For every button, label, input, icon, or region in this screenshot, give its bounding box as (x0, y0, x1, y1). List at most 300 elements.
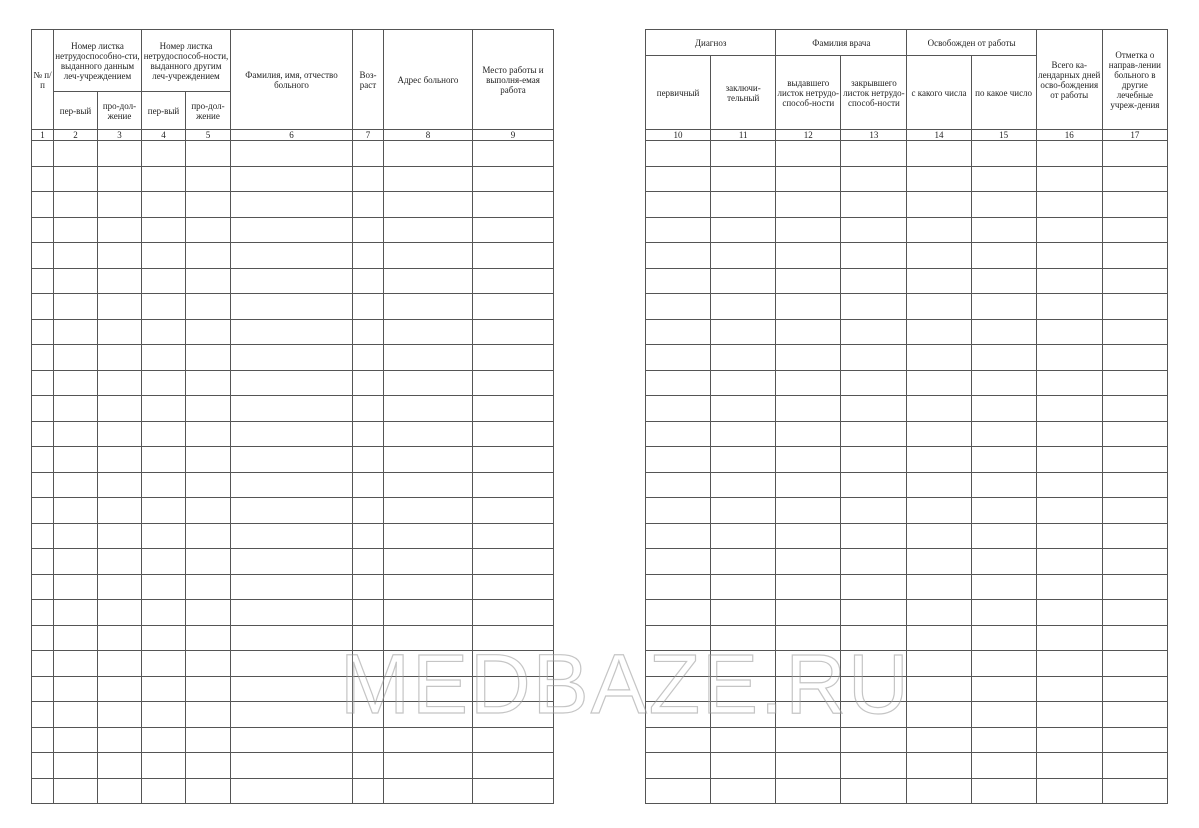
table-cell[interactable] (907, 166, 971, 192)
table-cell[interactable] (54, 370, 98, 396)
table-cell[interactable] (841, 498, 907, 524)
table-cell[interactable] (473, 778, 554, 804)
table-cell[interactable] (907, 753, 971, 779)
table-cell[interactable] (646, 447, 711, 473)
table-cell[interactable] (1102, 192, 1167, 218)
table-cell[interactable] (711, 217, 776, 243)
table-cell[interactable] (54, 600, 98, 626)
table-cell[interactable] (54, 192, 98, 218)
table-cell[interactable] (473, 753, 554, 779)
table-cell[interactable] (98, 192, 142, 218)
table-cell[interactable] (384, 370, 473, 396)
table-cell[interactable] (384, 421, 473, 447)
table-cell[interactable] (353, 370, 384, 396)
table-cell[interactable] (384, 498, 473, 524)
table-cell[interactable] (1036, 396, 1102, 422)
table-cell[interactable] (1102, 396, 1167, 422)
table-cell[interactable] (776, 778, 841, 804)
table-cell[interactable] (841, 625, 907, 651)
table-cell[interactable] (353, 192, 384, 218)
table-cell[interactable] (776, 549, 841, 575)
table-cell[interactable] (98, 574, 142, 600)
table-cell[interactable] (32, 702, 54, 728)
table-cell[interactable] (473, 472, 554, 498)
table-cell[interactable] (32, 778, 54, 804)
table-cell[interactable] (971, 421, 1036, 447)
table-cell[interactable] (646, 600, 711, 626)
table-cell[interactable] (384, 753, 473, 779)
table-cell[interactable] (1102, 676, 1167, 702)
table-cell[interactable] (98, 243, 142, 269)
table-cell[interactable] (98, 778, 142, 804)
table-cell[interactable] (907, 523, 971, 549)
table-cell[interactable] (98, 345, 142, 371)
table-cell[interactable] (353, 778, 384, 804)
table-cell[interactable] (1036, 778, 1102, 804)
table-cell[interactable] (1036, 702, 1102, 728)
table-cell[interactable] (142, 651, 186, 677)
table-cell[interactable] (776, 447, 841, 473)
table-cell[interactable] (1102, 268, 1167, 294)
table-cell[interactable] (776, 523, 841, 549)
table-cell[interactable] (353, 396, 384, 422)
table-cell[interactable] (54, 574, 98, 600)
table-cell[interactable] (776, 472, 841, 498)
table-cell[interactable] (1102, 727, 1167, 753)
table-cell[interactable] (907, 549, 971, 575)
table-cell[interactable] (473, 574, 554, 600)
table-cell[interactable] (841, 217, 907, 243)
table-cell[interactable] (971, 574, 1036, 600)
table-cell[interactable] (1036, 727, 1102, 753)
table-cell[interactable] (473, 319, 554, 345)
table-cell[interactable] (1102, 370, 1167, 396)
table-cell[interactable] (841, 753, 907, 779)
table-cell[interactable] (841, 549, 907, 575)
table-cell[interactable] (98, 447, 142, 473)
table-cell[interactable] (142, 549, 186, 575)
table-cell[interactable] (841, 370, 907, 396)
table-cell[interactable] (186, 421, 231, 447)
table-cell[interactable] (711, 447, 776, 473)
table-cell[interactable] (971, 523, 1036, 549)
table-cell[interactable] (231, 574, 353, 600)
table-cell[interactable] (32, 396, 54, 422)
table-cell[interactable] (971, 192, 1036, 218)
table-cell[interactable] (384, 472, 473, 498)
table-cell[interactable] (231, 651, 353, 677)
table-cell[interactable] (646, 396, 711, 422)
table-cell[interactable] (32, 217, 54, 243)
table-cell[interactable] (32, 498, 54, 524)
table-cell[interactable] (231, 600, 353, 626)
table-cell[interactable] (1036, 549, 1102, 575)
table-cell[interactable] (776, 727, 841, 753)
table-cell[interactable] (711, 141, 776, 167)
table-cell[interactable] (186, 727, 231, 753)
table-cell[interactable] (1036, 370, 1102, 396)
table-cell[interactable] (1036, 447, 1102, 473)
table-cell[interactable] (1102, 141, 1167, 167)
table-cell[interactable] (971, 498, 1036, 524)
table-cell[interactable] (142, 523, 186, 549)
table-cell[interactable] (971, 651, 1036, 677)
table-cell[interactable] (776, 192, 841, 218)
table-cell[interactable] (1036, 600, 1102, 626)
table-cell[interactable] (231, 702, 353, 728)
table-cell[interactable] (841, 319, 907, 345)
table-cell[interactable] (1102, 294, 1167, 320)
table-cell[interactable] (907, 676, 971, 702)
table-cell[interactable] (907, 447, 971, 473)
table-cell[interactable] (186, 192, 231, 218)
table-cell[interactable] (646, 625, 711, 651)
table-cell[interactable] (1036, 523, 1102, 549)
table-cell[interactable] (186, 319, 231, 345)
table-cell[interactable] (473, 727, 554, 753)
table-cell[interactable] (776, 651, 841, 677)
table-cell[interactable] (971, 268, 1036, 294)
table-cell[interactable] (54, 625, 98, 651)
table-cell[interactable] (711, 166, 776, 192)
table-cell[interactable] (142, 396, 186, 422)
table-cell[interactable] (907, 294, 971, 320)
table-cell[interactable] (711, 294, 776, 320)
table-cell[interactable] (353, 600, 384, 626)
table-cell[interactable] (186, 243, 231, 269)
table-cell[interactable] (32, 192, 54, 218)
table-cell[interactable] (353, 141, 384, 167)
table-cell[interactable] (353, 294, 384, 320)
table-cell[interactable] (971, 217, 1036, 243)
table-cell[interactable] (142, 217, 186, 243)
table-cell[interactable] (646, 294, 711, 320)
table-cell[interactable] (841, 243, 907, 269)
table-cell[interactable] (384, 625, 473, 651)
table-cell[interactable] (473, 294, 554, 320)
table-cell[interactable] (1036, 192, 1102, 218)
table-cell[interactable] (646, 472, 711, 498)
table-cell[interactable] (353, 243, 384, 269)
table-cell[interactable] (646, 651, 711, 677)
table-cell[interactable] (776, 676, 841, 702)
table-cell[interactable] (186, 625, 231, 651)
table-cell[interactable] (353, 702, 384, 728)
table-cell[interactable] (353, 498, 384, 524)
table-cell[interactable] (384, 574, 473, 600)
table-cell[interactable] (54, 498, 98, 524)
table-cell[interactable] (231, 727, 353, 753)
table-cell[interactable] (353, 472, 384, 498)
table-cell[interactable] (186, 651, 231, 677)
table-cell[interactable] (473, 243, 554, 269)
table-cell[interactable] (384, 345, 473, 371)
table-cell[interactable] (711, 651, 776, 677)
table-cell[interactable] (1102, 753, 1167, 779)
table-cell[interactable] (907, 141, 971, 167)
table-cell[interactable] (473, 421, 554, 447)
table-cell[interactable] (98, 753, 142, 779)
table-cell[interactable] (1036, 574, 1102, 600)
table-cell[interactable] (186, 268, 231, 294)
table-cell[interactable] (907, 370, 971, 396)
table-cell[interactable] (384, 217, 473, 243)
table-cell[interactable] (54, 753, 98, 779)
table-cell[interactable] (142, 600, 186, 626)
table-cell[interactable] (186, 396, 231, 422)
table-cell[interactable] (971, 472, 1036, 498)
table-cell[interactable] (646, 141, 711, 167)
table-cell[interactable] (32, 370, 54, 396)
table-cell[interactable] (142, 574, 186, 600)
table-cell[interactable] (353, 166, 384, 192)
table-cell[interactable] (32, 141, 54, 167)
table-cell[interactable] (646, 676, 711, 702)
table-cell[interactable] (231, 523, 353, 549)
table-cell[interactable] (907, 243, 971, 269)
table-cell[interactable] (1102, 549, 1167, 575)
table-cell[interactable] (1102, 319, 1167, 345)
table-cell[interactable] (711, 498, 776, 524)
table-cell[interactable] (231, 447, 353, 473)
table-cell[interactable] (1036, 345, 1102, 371)
table-cell[interactable] (98, 498, 142, 524)
table-cell[interactable] (1102, 625, 1167, 651)
table-cell[interactable] (711, 549, 776, 575)
table-cell[interactable] (841, 294, 907, 320)
table-cell[interactable] (473, 600, 554, 626)
table-cell[interactable] (841, 396, 907, 422)
table-cell[interactable] (353, 625, 384, 651)
table-cell[interactable] (711, 268, 776, 294)
table-cell[interactable] (711, 319, 776, 345)
table-cell[interactable] (142, 319, 186, 345)
table-cell[interactable] (971, 294, 1036, 320)
table-cell[interactable] (1102, 498, 1167, 524)
table-cell[interactable] (32, 421, 54, 447)
table-cell[interactable] (98, 319, 142, 345)
table-cell[interactable] (54, 166, 98, 192)
table-cell[interactable] (907, 600, 971, 626)
table-cell[interactable] (776, 600, 841, 626)
table-cell[interactable] (98, 676, 142, 702)
table-cell[interactable] (646, 421, 711, 447)
table-cell[interactable] (54, 549, 98, 575)
table-cell[interactable] (1102, 600, 1167, 626)
table-cell[interactable] (1102, 651, 1167, 677)
table-cell[interactable] (98, 702, 142, 728)
table-cell[interactable] (473, 141, 554, 167)
table-cell[interactable] (776, 396, 841, 422)
table-cell[interactable] (711, 421, 776, 447)
table-cell[interactable] (98, 370, 142, 396)
table-cell[interactable] (231, 498, 353, 524)
table-cell[interactable] (1102, 243, 1167, 269)
table-cell[interactable] (142, 625, 186, 651)
table-cell[interactable] (98, 549, 142, 575)
table-cell[interactable] (841, 192, 907, 218)
table-cell[interactable] (54, 727, 98, 753)
table-cell[interactable] (646, 268, 711, 294)
table-cell[interactable] (32, 447, 54, 473)
table-cell[interactable] (231, 166, 353, 192)
table-cell[interactable] (473, 396, 554, 422)
table-cell[interactable] (776, 625, 841, 651)
table-cell[interactable] (142, 268, 186, 294)
table-cell[interactable] (384, 549, 473, 575)
table-cell[interactable] (98, 421, 142, 447)
table-cell[interactable] (776, 217, 841, 243)
table-cell[interactable] (841, 702, 907, 728)
table-cell[interactable] (473, 523, 554, 549)
table-cell[interactable] (907, 778, 971, 804)
table-cell[interactable] (142, 498, 186, 524)
table-cell[interactable] (142, 370, 186, 396)
table-cell[interactable] (353, 523, 384, 549)
table-cell[interactable] (1102, 217, 1167, 243)
table-cell[interactable] (971, 676, 1036, 702)
table-cell[interactable] (54, 472, 98, 498)
table-cell[interactable] (841, 523, 907, 549)
table-cell[interactable] (32, 268, 54, 294)
table-cell[interactable] (1102, 421, 1167, 447)
table-cell[interactable] (231, 421, 353, 447)
table-cell[interactable] (907, 396, 971, 422)
table-cell[interactable] (1102, 778, 1167, 804)
table-cell[interactable] (907, 217, 971, 243)
table-cell[interactable] (54, 345, 98, 371)
table-cell[interactable] (711, 574, 776, 600)
table-cell[interactable] (841, 472, 907, 498)
table-cell[interactable] (186, 141, 231, 167)
table-cell[interactable] (776, 319, 841, 345)
table-cell[interactable] (98, 600, 142, 626)
table-cell[interactable] (32, 676, 54, 702)
table-cell[interactable] (54, 421, 98, 447)
table-cell[interactable] (971, 549, 1036, 575)
table-cell[interactable] (776, 345, 841, 371)
table-cell[interactable] (54, 141, 98, 167)
table-cell[interactable] (231, 243, 353, 269)
table-cell[interactable] (231, 294, 353, 320)
table-cell[interactable] (231, 549, 353, 575)
table-cell[interactable] (907, 498, 971, 524)
table-cell[interactable] (353, 753, 384, 779)
table-cell[interactable] (711, 778, 776, 804)
table-cell[interactable] (142, 778, 186, 804)
table-cell[interactable] (98, 294, 142, 320)
table-cell[interactable] (186, 778, 231, 804)
table-cell[interactable] (384, 243, 473, 269)
table-cell[interactable] (971, 396, 1036, 422)
table-cell[interactable] (1036, 498, 1102, 524)
table-cell[interactable] (971, 778, 1036, 804)
table-cell[interactable] (384, 702, 473, 728)
table-cell[interactable] (384, 192, 473, 218)
table-cell[interactable] (776, 421, 841, 447)
table-cell[interactable] (711, 702, 776, 728)
table-cell[interactable] (98, 625, 142, 651)
table-cell[interactable] (1036, 625, 1102, 651)
table-cell[interactable] (1036, 217, 1102, 243)
table-cell[interactable] (142, 676, 186, 702)
table-cell[interactable] (231, 370, 353, 396)
table-cell[interactable] (711, 396, 776, 422)
table-cell[interactable] (1036, 421, 1102, 447)
table-cell[interactable] (231, 676, 353, 702)
table-cell[interactable] (907, 574, 971, 600)
table-cell[interactable] (353, 217, 384, 243)
table-cell[interactable] (142, 472, 186, 498)
table-cell[interactable] (1036, 753, 1102, 779)
table-cell[interactable] (1102, 166, 1167, 192)
table-cell[interactable] (54, 702, 98, 728)
table-cell[interactable] (776, 753, 841, 779)
table-cell[interactable] (907, 192, 971, 218)
table-cell[interactable] (186, 676, 231, 702)
table-cell[interactable] (186, 166, 231, 192)
table-cell[interactable] (646, 549, 711, 575)
table-cell[interactable] (473, 498, 554, 524)
table-cell[interactable] (54, 217, 98, 243)
table-cell[interactable] (971, 753, 1036, 779)
table-cell[interactable] (231, 192, 353, 218)
table-cell[interactable] (384, 268, 473, 294)
table-cell[interactable] (711, 192, 776, 218)
table-cell[interactable] (907, 421, 971, 447)
table-cell[interactable] (98, 268, 142, 294)
table-cell[interactable] (473, 370, 554, 396)
table-cell[interactable] (98, 217, 142, 243)
table-cell[interactable] (646, 778, 711, 804)
table-cell[interactable] (32, 294, 54, 320)
table-cell[interactable] (231, 141, 353, 167)
table-cell[interactable] (473, 702, 554, 728)
table-cell[interactable] (971, 702, 1036, 728)
table-cell[interactable] (646, 243, 711, 269)
table-cell[interactable] (384, 600, 473, 626)
table-cell[interactable] (473, 625, 554, 651)
table-cell[interactable] (142, 702, 186, 728)
table-cell[interactable] (142, 166, 186, 192)
table-cell[interactable] (907, 651, 971, 677)
table-cell[interactable] (32, 574, 54, 600)
table-cell[interactable] (776, 268, 841, 294)
table-cell[interactable] (711, 523, 776, 549)
table-cell[interactable] (1036, 651, 1102, 677)
table-cell[interactable] (1102, 574, 1167, 600)
table-cell[interactable] (1102, 523, 1167, 549)
table-cell[interactable] (32, 549, 54, 575)
table-cell[interactable] (353, 549, 384, 575)
table-cell[interactable] (231, 319, 353, 345)
table-cell[interactable] (776, 243, 841, 269)
table-cell[interactable] (384, 294, 473, 320)
table-cell[interactable] (711, 472, 776, 498)
table-cell[interactable] (646, 727, 711, 753)
table-cell[interactable] (711, 753, 776, 779)
table-cell[interactable] (1036, 676, 1102, 702)
table-cell[interactable] (32, 243, 54, 269)
table-cell[interactable] (353, 574, 384, 600)
table-cell[interactable] (98, 396, 142, 422)
table-cell[interactable] (776, 702, 841, 728)
table-cell[interactable] (711, 727, 776, 753)
table-cell[interactable] (711, 625, 776, 651)
table-cell[interactable] (32, 625, 54, 651)
table-cell[interactable] (841, 141, 907, 167)
table-cell[interactable] (186, 498, 231, 524)
